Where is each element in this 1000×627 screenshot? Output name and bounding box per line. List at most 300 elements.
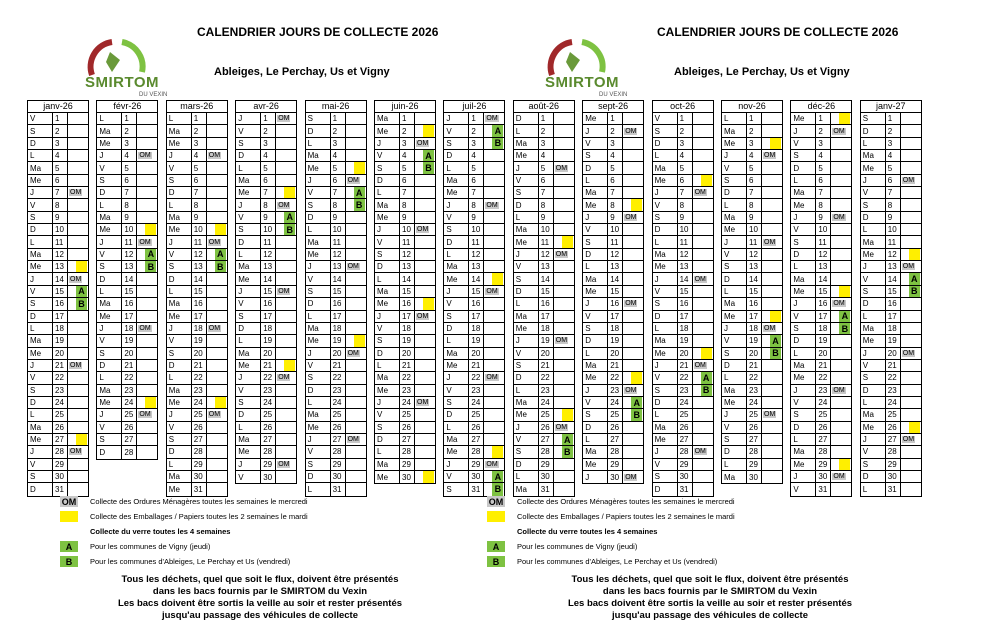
day-row [791, 212, 851, 224]
weekday-label: V [861, 446, 886, 457]
day-number: 17 [747, 311, 762, 322]
day-number: 2 [400, 125, 415, 136]
day-number: 13 [261, 261, 276, 272]
day-row [861, 422, 921, 434]
weekday-label: Me [97, 397, 122, 408]
day-number: 20 [608, 348, 623, 359]
day-row [514, 187, 574, 199]
day-row [722, 199, 782, 211]
day-row [583, 385, 643, 397]
weekday-label: Ma [514, 224, 539, 235]
weekday-label: Ma [236, 348, 261, 359]
weekday-label: J [375, 397, 400, 408]
day-row [861, 360, 921, 372]
day-number: 29 [608, 459, 623, 470]
day-row [583, 298, 643, 310]
day-number: 18 [886, 323, 901, 334]
day-row [28, 298, 88, 310]
day-number: 25 [192, 409, 207, 420]
weekday-label: Me [236, 273, 261, 284]
om-marker: OM [902, 436, 915, 444]
emballages-marker [562, 236, 573, 247]
day-row [28, 360, 88, 372]
day-number: 11 [886, 236, 901, 247]
day-number: 12 [122, 249, 137, 260]
day-row [97, 187, 157, 199]
weekday-label: L [28, 150, 53, 161]
day-row [167, 397, 227, 409]
day-number: 28 [469, 446, 484, 457]
day-row [722, 150, 782, 162]
weekday-label: L [97, 286, 122, 297]
weekday-label: L [167, 372, 192, 383]
day-row [236, 311, 296, 323]
day-number: 12 [469, 249, 484, 260]
day-number: 27 [816, 434, 831, 445]
weekday-label: S [306, 459, 331, 470]
day-number: 12 [747, 249, 762, 260]
month-days [513, 112, 575, 497]
day-number: 10 [747, 224, 762, 235]
om-marker: OM [555, 164, 568, 172]
weekday-label: Me [791, 286, 816, 297]
day-number: 19 [678, 335, 693, 346]
day-number: 24 [886, 397, 901, 408]
b-swatch: B [60, 556, 78, 567]
weekday-label: D [97, 446, 122, 458]
weekday-label: S [236, 397, 261, 408]
verre-b-marker: B [354, 199, 365, 210]
emballages-marker [839, 113, 850, 124]
weekday-label: L [375, 446, 400, 457]
weekday-label: S [653, 471, 678, 482]
day-row [28, 348, 88, 360]
day-row [791, 434, 851, 446]
logo-subtext: DU VEXIN [139, 92, 168, 98]
weekday-label: D [514, 113, 539, 124]
day-number: 24 [678, 397, 693, 408]
legend-verre-title: Collecte du verre toutes les 4 semaines [90, 527, 231, 536]
om-marker: OM [833, 213, 845, 221]
day-number: 28 [331, 446, 346, 457]
day-number: 12 [53, 249, 68, 260]
day-row [791, 360, 851, 372]
day-row [306, 298, 366, 310]
day-row [444, 434, 504, 446]
weekday-label: Me [236, 446, 261, 457]
day-number: 21 [816, 360, 831, 371]
verre-a-marker: A [423, 150, 434, 161]
weekday-label: V [167, 422, 192, 433]
day-number: 27 [192, 434, 207, 445]
day-number: 7 [469, 187, 484, 198]
month-column [96, 100, 158, 460]
day-number: 28 [816, 446, 831, 457]
day-number: 2 [122, 125, 137, 136]
weekday-label: V [167, 162, 192, 173]
weekday-label: S [28, 471, 53, 482]
weekday-label: D [861, 212, 886, 223]
day-number: 30 [539, 471, 554, 482]
day-number: 15 [53, 286, 68, 297]
weekday-label: S [167, 175, 192, 186]
footer-line: dans les bacs fournis par le SMIRTOM du Vexin [602, 586, 818, 597]
day-number: 15 [886, 286, 901, 297]
weekday-label: D [583, 335, 608, 346]
weekday-label: D [791, 422, 816, 433]
day-number: 29 [816, 459, 831, 470]
day-number: 1 [886, 113, 901, 124]
legend-emballages [487, 509, 735, 524]
day-number: 4 [539, 150, 554, 161]
day-row [236, 372, 296, 384]
day-number: 20 [331, 348, 346, 359]
day-number: 30 [886, 471, 901, 482]
day-number: 18 [816, 323, 831, 334]
day-number: 24 [747, 397, 762, 408]
om-marker: OM [208, 325, 221, 333]
weekday-label: D [306, 385, 331, 396]
day-row [97, 335, 157, 347]
day-number: 29 [261, 459, 276, 470]
day-row [28, 385, 88, 397]
emballages-marker [76, 434, 87, 445]
verre-a-marker: A [492, 125, 503, 136]
weekday-label: L [514, 385, 539, 396]
day-number: 17 [261, 311, 276, 322]
day-row [861, 212, 921, 224]
weekday-label: L [653, 409, 678, 420]
day-number: 9 [886, 212, 901, 223]
day-number: 13 [469, 261, 484, 272]
day-row [791, 175, 851, 187]
calendar-title: CALENDRIER JOURS DE COLLECTE 2026 [197, 25, 439, 39]
om-marker: OM [208, 152, 221, 160]
weekday-label: L [861, 138, 886, 149]
day-row [722, 335, 782, 347]
logo-text: SMIRTOM [85, 74, 160, 91]
weekday-label: V [236, 298, 261, 309]
day-row [861, 397, 921, 409]
day-number: 7 [747, 187, 762, 198]
weekday-label: Me [97, 138, 122, 149]
day-number: 29 [192, 459, 207, 470]
verre-a-marker: A [770, 335, 781, 346]
day-number: 19 [192, 335, 207, 346]
weekday-label: S [375, 422, 400, 433]
day-row [791, 150, 851, 162]
calendar-title: CALENDRIER JOURS DE COLLECTE 2026 [657, 25, 899, 39]
day-row [444, 422, 504, 434]
day-number: 23 [261, 385, 276, 396]
weekday-label: D [722, 446, 747, 457]
day-row [583, 261, 643, 273]
day-number: 1 [539, 113, 554, 124]
day-number: 2 [331, 125, 346, 136]
day-number: 27 [331, 434, 346, 445]
emballages-marker [631, 199, 642, 210]
day-row [167, 273, 227, 285]
day-row [653, 385, 713, 397]
day-row [375, 323, 435, 335]
day-row [167, 385, 227, 397]
weekday-label: Ma [861, 323, 886, 334]
weekday-label: Me [722, 311, 747, 322]
day-row [861, 150, 921, 162]
weekday-label: S [791, 150, 816, 161]
day-row [514, 397, 574, 409]
day-number: 22 [539, 372, 554, 383]
weekday-label: J [28, 446, 53, 457]
day-row [236, 212, 296, 224]
day-number: 14 [53, 273, 68, 284]
day-row [583, 199, 643, 211]
day-row [28, 397, 88, 409]
day-number: 20 [192, 348, 207, 359]
emballages-marker [76, 261, 87, 272]
month-column [235, 100, 297, 484]
day-row [791, 261, 851, 273]
day-number: 13 [331, 261, 346, 272]
month-days [652, 112, 714, 497]
day-number: 21 [608, 360, 623, 371]
verre-b-marker: B [423, 162, 434, 173]
day-number: 29 [886, 459, 901, 470]
day-number: 4 [400, 150, 415, 161]
day-row [722, 113, 782, 125]
weekday-label: V [514, 261, 539, 272]
day-row [791, 372, 851, 384]
day-row [97, 286, 157, 298]
weekday-label: D [514, 199, 539, 210]
day-row [28, 286, 88, 298]
weekday-label: L [444, 335, 469, 346]
day-row [861, 372, 921, 384]
day-row [583, 187, 643, 199]
month-days [443, 112, 505, 497]
day-row [861, 138, 921, 150]
weekday-label: J [514, 335, 539, 346]
verre-b-marker: B [909, 286, 920, 297]
weekday-label: J [861, 348, 886, 359]
weekday-label: V [236, 125, 261, 136]
day-number: 27 [886, 434, 901, 445]
day-number: 9 [469, 212, 484, 223]
weekday-label: S [861, 199, 886, 210]
emballages-marker [145, 224, 156, 235]
day-number: 11 [678, 236, 693, 247]
weekday-label: S [653, 298, 678, 309]
weekday-label: V [583, 397, 608, 408]
weekday-label: D [28, 311, 53, 322]
weekday-label: J [167, 409, 192, 420]
day-number: 18 [747, 323, 762, 334]
weekday-label: D [653, 224, 678, 235]
weekday-label: Ma [653, 162, 678, 173]
weekday-label: J [167, 150, 192, 161]
day-row [722, 298, 782, 310]
day-number: 6 [539, 175, 554, 186]
weekday-label: S [97, 434, 122, 445]
day-row [861, 483, 921, 495]
day-row [583, 335, 643, 347]
day-row [722, 125, 782, 137]
month-column [443, 100, 505, 497]
month-days [860, 112, 922, 497]
day-row [722, 212, 782, 224]
month-column [652, 100, 714, 497]
day-row [236, 360, 296, 372]
om-marker: OM [417, 139, 429, 147]
day-number: 18 [608, 323, 623, 334]
day-row [444, 273, 504, 285]
month-header: août-26 [513, 100, 575, 112]
day-row [722, 273, 782, 285]
day-number: 17 [886, 311, 901, 322]
day-number: 30 [261, 471, 276, 483]
weekday-label: S [514, 446, 539, 457]
day-row [306, 212, 366, 224]
weekday-label: S [444, 483, 469, 495]
weekday-label: S [791, 323, 816, 334]
day-number: 7 [400, 187, 415, 198]
day-row [167, 335, 227, 347]
weekday-label: V [236, 471, 261, 483]
day-number: 25 [608, 409, 623, 420]
day-number: 10 [608, 224, 623, 235]
day-number: 16 [816, 298, 831, 309]
weekday-label: Ma [722, 212, 747, 223]
weekday-label: Me [583, 459, 608, 470]
day-row [28, 323, 88, 335]
weekday-label: S [167, 261, 192, 272]
day-number: 3 [261, 138, 276, 149]
day-number: 19 [469, 335, 484, 346]
day-number: 2 [192, 125, 207, 136]
day-number: 10 [886, 224, 901, 235]
day-row [167, 224, 227, 236]
weekday-label: Ma [791, 446, 816, 457]
weekday-label: D [653, 138, 678, 149]
day-number: 6 [747, 175, 762, 186]
verre-a-marker: A [839, 311, 850, 322]
day-number: 7 [886, 187, 901, 198]
day-number: 8 [747, 199, 762, 210]
day-row [861, 261, 921, 273]
day-number: 20 [747, 348, 762, 359]
weekday-label: Me [583, 372, 608, 383]
weekday-label: J [236, 286, 261, 297]
emballages-marker [354, 162, 365, 173]
day-row [167, 471, 227, 483]
day-row [167, 150, 227, 162]
day-number: 30 [400, 471, 415, 483]
legend-left [60, 494, 308, 569]
day-row [306, 175, 366, 187]
day-row [653, 372, 713, 384]
day-number: 22 [678, 372, 693, 383]
month-column [27, 100, 89, 497]
emballages-marker [354, 335, 365, 346]
day-number: 8 [678, 199, 693, 210]
day-row [861, 446, 921, 458]
day-row [791, 273, 851, 285]
day-number: 7 [192, 187, 207, 198]
day-number: 28 [608, 446, 623, 457]
day-row [653, 113, 713, 125]
day-number: 10 [400, 224, 415, 235]
weekday-label: L [444, 249, 469, 260]
day-row [375, 261, 435, 273]
weekday-label: S [861, 372, 886, 383]
day-row [375, 212, 435, 224]
day-row [722, 397, 782, 409]
day-row [97, 323, 157, 335]
month-days [582, 112, 644, 484]
weekday-label: Ma [653, 249, 678, 260]
day-row [653, 311, 713, 323]
day-row [375, 385, 435, 397]
weekday-label: S [28, 125, 53, 136]
day-number: 30 [331, 471, 346, 482]
day-row [514, 348, 574, 360]
day-number: 15 [261, 286, 276, 297]
weekday-label: S [375, 162, 400, 173]
legend-b [60, 554, 308, 569]
day-number: 23 [678, 385, 693, 396]
weekday-label: J [375, 138, 400, 149]
day-row [514, 125, 574, 137]
weekday-label: V [791, 138, 816, 149]
weekday-label: S [653, 385, 678, 396]
weekday-label: J [444, 199, 469, 210]
day-row [583, 175, 643, 187]
weekday-label: Me [375, 125, 400, 136]
day-row [375, 422, 435, 434]
verre-b-marker: B [631, 409, 642, 420]
weekday-label: D [722, 360, 747, 371]
legend-a [487, 539, 735, 554]
day-number: 22 [331, 372, 346, 383]
day-number: 28 [678, 446, 693, 457]
weekday-label: V [167, 249, 192, 260]
day-row [653, 125, 713, 137]
emballages-marker [770, 311, 781, 322]
day-row [583, 162, 643, 174]
day-row [167, 175, 227, 187]
month-column [166, 100, 228, 497]
om-marker: OM [347, 263, 359, 271]
weekday-label: J [514, 162, 539, 173]
weekday-label: D [583, 422, 608, 433]
day-number: 19 [331, 335, 346, 346]
day-number: 6 [122, 175, 137, 186]
weekday-label: J [236, 459, 261, 470]
weekday-label: D [514, 286, 539, 297]
weekday-label: Me [583, 113, 608, 124]
day-number: 16 [331, 298, 346, 309]
day-number: 4 [261, 150, 276, 161]
day-row [444, 224, 504, 236]
weekday-label: S [583, 409, 608, 420]
day-number: 2 [747, 125, 762, 136]
day-number: 4 [886, 150, 901, 161]
weekday-label: D [167, 273, 192, 284]
day-number: 28 [539, 446, 554, 457]
day-row [97, 249, 157, 261]
day-number: 18 [53, 323, 68, 334]
day-row [722, 459, 782, 471]
